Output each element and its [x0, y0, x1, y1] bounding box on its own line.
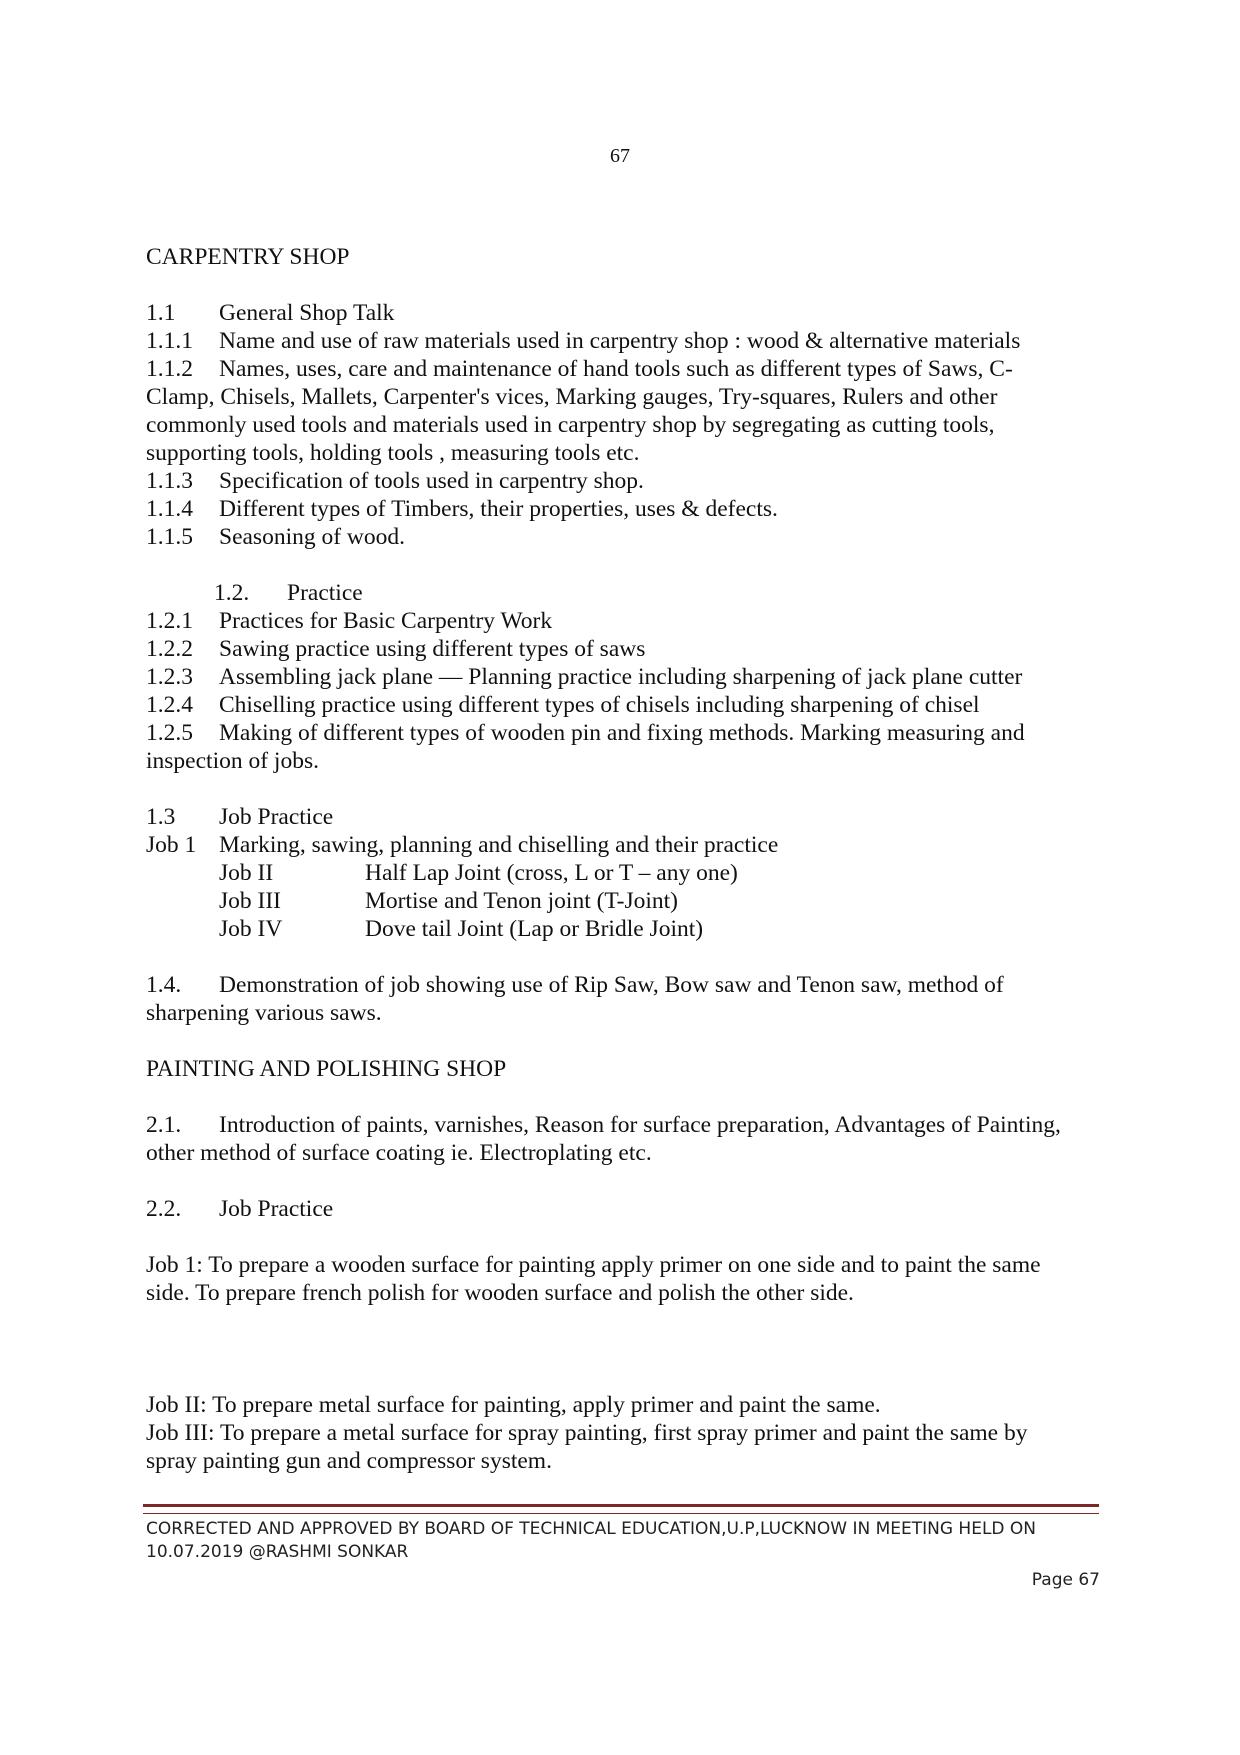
section-number: 1.1.2: [146, 356, 193, 382]
section-text: Names, uses, care and maintenance of hand tools such as different types of Saws, C-: [219, 356, 1013, 382]
painting-job-1-line2: side. To prepare french polish for wooden surface and polish the other side.: [146, 1280, 854, 1306]
footer-divider: [143, 1504, 1099, 1514]
section-number: 2.2.: [146, 1196, 182, 1222]
section-1-2-5: [146, 719, 1106, 747]
section-number: 1.1: [146, 300, 176, 326]
painting-job-3-line1: Job III: To prepare a metal surface for spray painting, first spray primer and paint the same by: [146, 1420, 1028, 1446]
section-2-2: [146, 1195, 1106, 1223]
job-text: Dove tail Joint (Lap or Bridle Joint): [365, 916, 704, 942]
section-1-4-cont1: sharpening various saws.: [146, 1000, 382, 1026]
section-text: Sawing practice using different types of saws: [219, 636, 646, 662]
section-number: 1.2.4: [146, 692, 193, 718]
section-number: 1.4.: [146, 972, 182, 998]
section-1-2-3: [146, 663, 1106, 691]
job-2: [146, 859, 1106, 887]
section-2-1: [146, 1111, 1106, 1139]
job-label: Job IV: [219, 916, 283, 942]
painting-job-3-line2: spray painting gun and compressor system.: [146, 1448, 552, 1474]
footer: [146, 1518, 1106, 1564]
section-number: 1.1.3: [146, 468, 193, 494]
section-1-2-2: [146, 635, 1106, 663]
section-1-1: [146, 299, 1106, 327]
footer-page-label: Page 67: [1031, 1570, 1100, 1590]
painting-title: PAINTING AND POLISHING SHOP: [146, 1056, 507, 1082]
section-number: 1.2.3: [146, 664, 193, 690]
section-number: 1.2.2: [146, 636, 193, 662]
section-number: 1.1.5: [146, 524, 193, 550]
section-text: Name and use of raw materials used in carpentry shop : wood & alternative materials: [219, 328, 1021, 354]
job-label: Job II: [219, 860, 274, 886]
job-3: [146, 887, 1106, 915]
section-text: Assembling jack plane — Planning practice including sharpening of jack plane cutter: [219, 664, 1023, 690]
job-text: Marking, sawing, planning and chiselling and their practice: [219, 832, 779, 858]
job-text: Mortise and Tenon joint (T-Joint): [365, 888, 678, 914]
section-text: Different types of Timbers, their properties, uses & defects.: [219, 496, 778, 522]
section-1-1-5: [146, 523, 1106, 551]
section-number: 1.1.4: [146, 496, 193, 522]
section-text: Seasoning of wood.: [219, 524, 406, 550]
job-4: [146, 915, 1106, 943]
job-label: Job III: [219, 888, 281, 914]
section-1-2-1: [146, 607, 1106, 635]
job-text: Half Lap Joint (cross, L or T – any one): [365, 860, 738, 886]
section-text: General Shop Talk: [219, 300, 395, 326]
section-1-2-5-cont1: inspection of jobs.: [146, 748, 319, 774]
carpentry-title: CARPENTRY SHOP: [146, 244, 350, 270]
section-text: Job Practice: [219, 804, 334, 830]
section-1-1-3: [146, 467, 1106, 495]
section-2-1-cont1: other method of surface coating ie. Electroplating etc.: [146, 1140, 652, 1166]
section-text: Demonstration of job showing use of Rip Saw, Bow saw and Tenon saw, method of: [219, 972, 1004, 998]
section-1-1-2: [146, 355, 1106, 383]
section-1-2-4: [146, 691, 1106, 719]
job-label: Job 1: [146, 832, 197, 858]
section-1-1-2-cont2: commonly used tools and materials used in carpentry shop by segregating as cutting tools,: [146, 412, 995, 438]
section-1-4: [146, 971, 1106, 999]
section-1-1-2-cont1: Clamp, Chisels, Mallets, Carpenter's vices, Marking gauges, Try-squares, Rulers and other: [146, 384, 998, 410]
section-1-1-4: [146, 495, 1106, 523]
footer-line-1: CORRECTED AND APPROVED BY BOARD OF TECHNICAL EDUCATION,U.P,LUCKNOW IN MEETING HELD ON: [146, 1519, 1037, 1539]
section-text: Making of different types of wooden pin and fixing methods. Marking measuring and: [219, 720, 1025, 746]
section-text: Practice: [287, 580, 363, 606]
section-1-1-1: [146, 327, 1106, 355]
section-text: Practices for Basic Carpentry Work: [219, 608, 553, 634]
section-number: 1.2.: [214, 580, 250, 606]
section-1-1-2-cont3: supporting tools, holding tools , measuring tools etc.: [146, 440, 640, 466]
section-number: 1.1.1: [146, 328, 193, 354]
section-text: Specification of tools used in carpentry shop.: [219, 468, 644, 494]
section-1-3: [146, 803, 1106, 831]
section-number: 1.2.1: [146, 608, 193, 634]
section-text: Introduction of paints, varnishes, Reason for surface preparation, Advantages of Painting,: [219, 1112, 1061, 1138]
footer-line-2: 10.07.2019 @RASHMI SONKAR: [146, 1542, 409, 1562]
section-text: Chiselling practice using different types of chisels including sharpening of chisel: [219, 692, 980, 718]
section-number: 1.2.5: [146, 720, 193, 746]
section-text: Job Practice: [219, 1196, 334, 1222]
painting-job-2-line1: Job II: To prepare metal surface for painting, apply primer and paint the same.: [146, 1392, 881, 1418]
painting-job-1-line1: Job 1: To prepare a wooden surface for painting apply primer on one side and to paint the same: [146, 1252, 1041, 1278]
page-number-top: 67: [610, 145, 630, 167]
section-number: 2.1.: [146, 1112, 182, 1138]
job-1: [146, 831, 1106, 859]
section-1-2: [146, 579, 1106, 607]
document-body: [146, 243, 1106, 1475]
section-number: 1.3: [146, 804, 176, 830]
